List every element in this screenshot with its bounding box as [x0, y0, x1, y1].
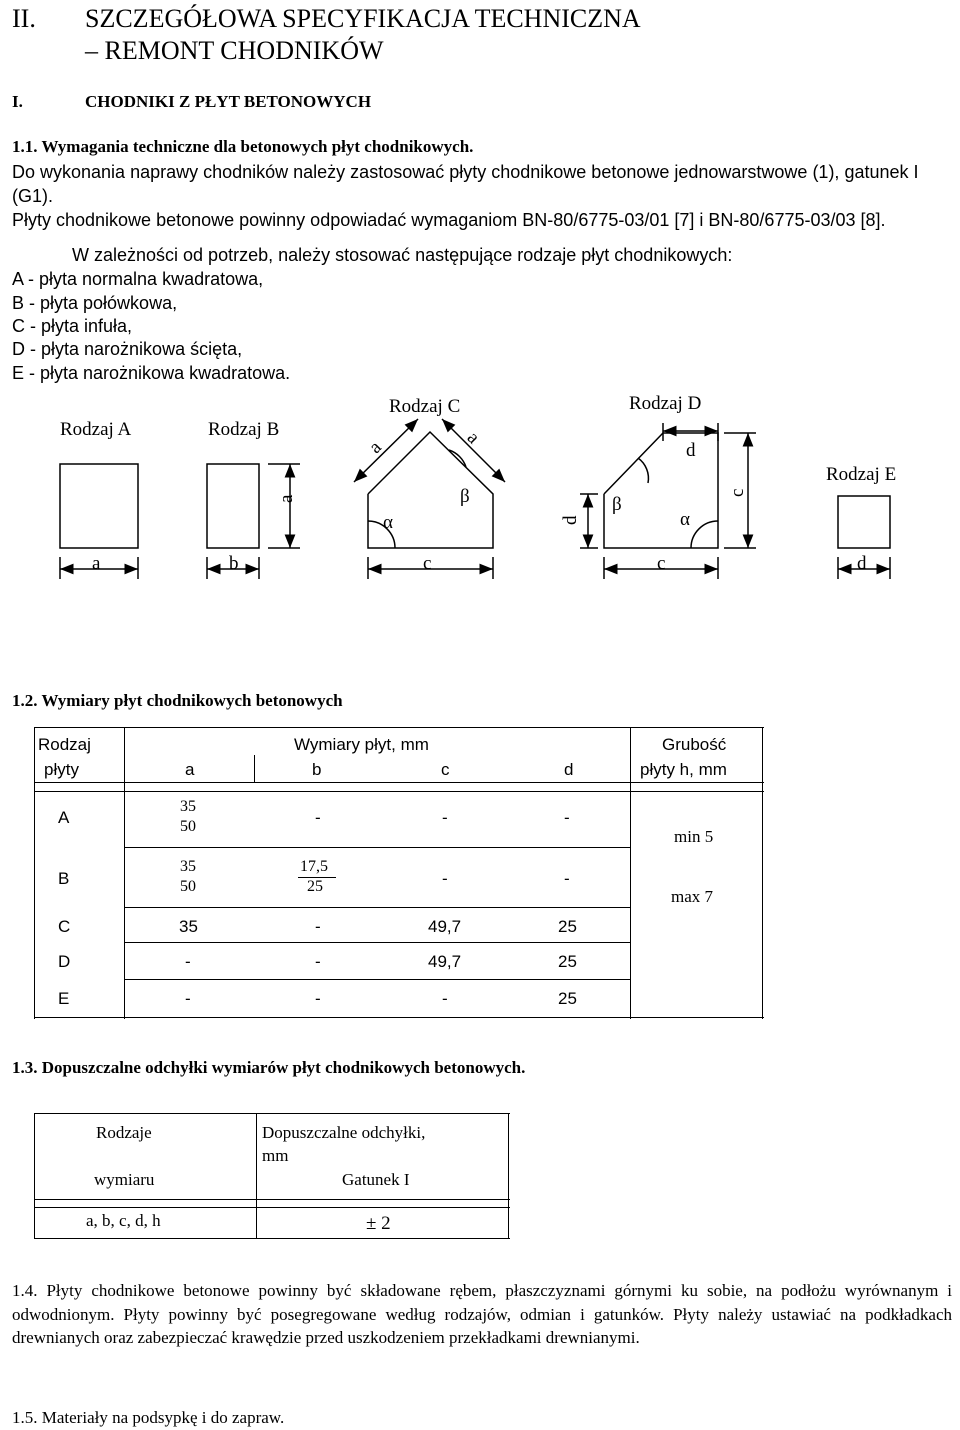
row-b-d: -	[564, 869, 570, 888]
row-d-b: -	[315, 952, 321, 971]
col-header-grubosc: Grubość	[662, 735, 727, 754]
col-header-mm: mm	[262, 1146, 289, 1165]
dim-a-label: a	[462, 427, 484, 449]
thickness-max: max 7	[671, 887, 714, 906]
slab-e-shape	[838, 496, 890, 548]
type-list-item: B - płyta połówkowa,	[12, 293, 178, 313]
type-c-label: Rodzaj C	[389, 396, 461, 417]
dim-d-label: d	[857, 553, 867, 574]
row-a-d: -	[564, 808, 570, 827]
tolerances-table	[34, 1113, 510, 1239]
tolerance-value: ± 2	[366, 1213, 391, 1234]
row-c-b: -	[315, 917, 321, 936]
row-e-c: -	[442, 989, 448, 1008]
thickness-min: min 5	[674, 827, 714, 846]
col-header-a: a	[185, 760, 195, 779]
type-a-label: Rodzaj A	[60, 419, 132, 440]
subsection-1-4-text: 1.4. Płyty chodnikowe betonowe powinny być składowane rębem, płaszczyznami górnymi ku sobie, na podłożu wyrównanym i odwodnionym. Płyty powinny być posegregowane według rodzajów, odmian i gatunków. Płyty należy ustawiać na podkładkach drewnianych oraz zabezpieczać krawędzie przed uszkodzeniem przekładkami drewnianymi.	[12, 1281, 952, 1347]
subsection-1-1-title: 1.1. Wymagania techniczne dla betonowych płyt chodnikowych.	[12, 137, 474, 156]
chapter-subtitle: – REMONT CHODNIKÓW	[85, 36, 384, 65]
col-header-wymiaru: wymiaru	[94, 1170, 155, 1189]
col-header-plyty: płyty	[44, 760, 79, 779]
dim-d-label: d	[686, 440, 696, 461]
row-c-d: 25	[558, 917, 577, 936]
row-a-type: A	[58, 808, 70, 827]
beta-angle: β	[612, 494, 622, 515]
row-a-a2: 50	[180, 818, 196, 835]
slab-types-diagram	[0, 385, 960, 605]
col-header-wymiary: Wymiary płyt, mm	[294, 735, 429, 754]
row-d-type: D	[58, 952, 71, 971]
row-b-type: B	[58, 869, 70, 888]
row-d-d: 25	[558, 952, 577, 971]
type-list-item: C - płyta infuła,	[12, 316, 133, 336]
row-b-a1: 35	[180, 858, 196, 875]
row-e-d: 25	[558, 989, 577, 1008]
row-e-a: -	[185, 989, 191, 1008]
row-c-a: 35	[179, 917, 198, 936]
dim-a-label: a	[92, 553, 101, 574]
col-header-rodzaj: Rodzaj	[38, 735, 91, 754]
row-a-c: -	[442, 808, 448, 827]
row-a-b: -	[315, 808, 321, 827]
dim-c-label: c	[657, 553, 666, 574]
type-b-label: Rodzaj B	[208, 419, 280, 440]
row-b-a2: 50	[180, 878, 196, 895]
row-d-a: -	[185, 952, 191, 971]
paragraph-line: (G1).	[12, 186, 54, 206]
tolerance-dims: a, b, c, d, h	[86, 1211, 161, 1230]
col-header-odchylki: Dopuszczalne odchyłki,	[262, 1123, 426, 1142]
row-e-b: -	[315, 989, 321, 1008]
chapter-number: II.	[12, 4, 36, 33]
row-b-c: -	[442, 869, 448, 888]
dimensions-table	[34, 727, 764, 1019]
beta-angle: β	[460, 486, 470, 507]
dim-c-label: c	[727, 488, 748, 497]
subsection-1-3-title: 1.3. Dopuszczalne odchyłki wymiarów płyt chodnikowych betonowych.	[12, 1058, 526, 1077]
row-b-b2: 25	[307, 878, 323, 895]
dim-d-label: d	[560, 515, 581, 525]
alpha-angle: α	[680, 509, 690, 530]
slab-d-shape	[604, 433, 718, 548]
dim-c-label: c	[423, 553, 432, 574]
slab-b-shape	[207, 464, 259, 548]
row-e-type: E	[58, 989, 70, 1008]
dim-a-label: a	[276, 494, 297, 503]
row-c-type: C	[58, 917, 71, 936]
subsection-1-2-title: 1.2. Wymiary płyt chodnikowych betonowych	[12, 691, 343, 710]
row-a-a1: 35	[180, 798, 196, 815]
type-list-item: A - płyta normalna kwadratowa,	[12, 269, 264, 289]
row-d-c: 49,7	[428, 952, 462, 971]
types-intro: W zależności od potrzeb, należy stosować następujące rodzaje płyt chodnikowych:	[72, 245, 733, 265]
dim-b-label: b	[229, 553, 239, 574]
chapter-title: SZCZEGÓŁOWA SPECYFIKACJA TECHNICZNA	[85, 4, 641, 33]
section-number: I.	[12, 92, 23, 111]
type-e-label: Rodzaj E	[826, 464, 897, 485]
type-list-item: E - płyta narożnikowa kwadratowa.	[12, 363, 291, 383]
col-header-gatunek: Gatunek I	[342, 1170, 410, 1189]
paragraph-line: Płyty chodnikowe betonowe powinny odpowiadać wymaganiom BN-80/6775-03/01 [7] i BN-80/6775-03/03 [8].	[12, 210, 886, 230]
section-title: CHODNIKI Z PŁYT BETONOWYCH	[85, 92, 372, 111]
paragraph-line: Do wykonania naprawy chodników należy zastosować płyty chodnikowe betonowe jednowarstwowe (1), gatunek I	[12, 162, 919, 182]
col-header-rodzaje: Rodzaje	[96, 1123, 152, 1142]
col-header-b: b	[312, 760, 322, 779]
type-list-item: D - płyta narożnikowa ścięta,	[12, 339, 243, 359]
col-header-grubosc-unit: płyty h, mm	[640, 760, 727, 779]
slab-a-shape	[60, 464, 138, 548]
row-c-c: 49,7	[428, 917, 462, 936]
dim-a-label: a	[364, 436, 386, 458]
alpha-angle: α	[383, 512, 393, 533]
type-d-label: Rodzaj D	[629, 393, 702, 414]
col-header-c: c	[441, 760, 450, 779]
subsection-1-5-title: 1.5. Materiały na podsypkę i do zapraw.	[12, 1408, 285, 1427]
row-b-b1: 17,5	[300, 858, 328, 875]
col-header-d: d	[564, 760, 574, 779]
